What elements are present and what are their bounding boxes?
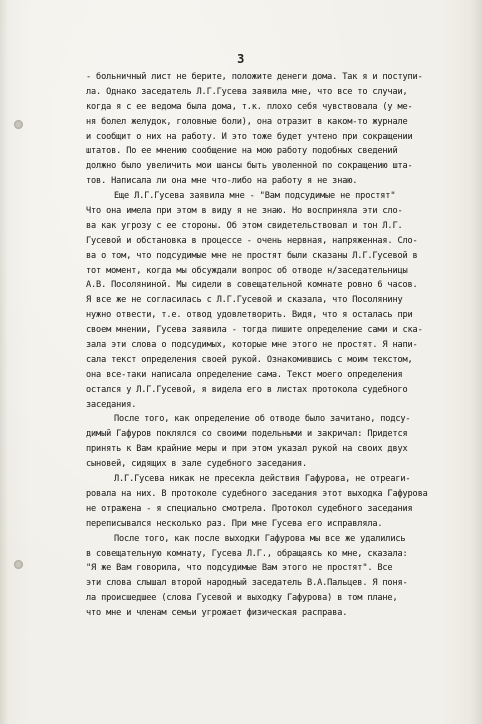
text-line: Еще Л.Г.Гусева заявила мне - "Вам подсудимые не простят": [114, 191, 396, 202]
binder-hole-bottom: [14, 560, 23, 569]
text-line: "Я же Вам говорила, что подсудимые Вам этого не простят". Все: [86, 563, 393, 574]
text-line: Л.Г.Гусева никак не пресекла действия Гафурова, не отреаги-: [114, 474, 411, 485]
text-line: сала текст определения своей рукой. Ознакомившись с моим текстом,: [86, 354, 413, 365]
text-line: тот момент, когда мы обсуждали вопрос об отводе н/заседательницы: [86, 265, 408, 276]
text-line: ва о том, что подсудимые мне не простят были сказаны Л.Г.Гусевой в: [86, 250, 418, 261]
text-line: когда я с ее ведома была дома, т.к. плохо себя чувствовала (у ме-: [86, 101, 413, 112]
text-line: А.В. Посоляниной. Мы сидели в совещательной комнате ровно 6 часов.: [86, 280, 418, 291]
text-line: ровала на них. В протоколе судебного заседания этот выходка Гафурова: [86, 488, 428, 499]
text-line: остался у Л.Г.Гусевой, я видела его в листах протокола судебного: [86, 384, 408, 395]
text-line: ва как угрозу с ее стороны. Об этом свидетельствовал и тон Л.Г.: [86, 220, 403, 231]
text-line: своем мнении, Гусева заявила - тогда пишите определение сами и ска-: [86, 325, 423, 336]
text-line: Я все же не согласилась с Л.Г.Гусевой и сказала, что Посолянину: [86, 295, 403, 306]
text-line: - больничный лист не берите, положите денеги дома. Так я и поступи-: [86, 72, 423, 82]
text-line: После того, как определение об отводе было зачитано, подсу-: [114, 414, 411, 425]
text-line: димый Гафуров поклялся со своими подельными и закричал: Придется: [86, 429, 408, 440]
text-line: сыновей, сидящих в зале судебного заседания.: [86, 459, 308, 470]
text-line: Что она имела при этом в виду я не знаю. Но восприняла эти сло-: [86, 206, 403, 217]
text-line: штатов. По ее мнению сообщение на мою работу подобных сведений: [86, 146, 398, 157]
text-line: тов. Написала ли она мне что-либо на работу я не знаю.: [86, 176, 358, 187]
text-line: в совещательную комнату, Гусева Л.Г., обращаясь ко мне, сказала:: [86, 548, 408, 559]
page-number: 3: [237, 52, 245, 66]
text-line: нужно отвести, т.е. отвод удовлетворить. Видя, что я осталась при: [86, 310, 413, 321]
text-line: ла. Однако заседатель Л.Г.Гусева заявила мне, что все то случаи,: [86, 86, 408, 97]
text-line: ла происшедшее (слова Гусевой и выходку Гафурова) в том плане,: [86, 593, 398, 604]
text-line: и сообщит о них на работу. И это тоже будет учтено при сокращении: [86, 131, 413, 142]
text-line: эти слова слышал второй народный заседатель В.А.Пальцев. Я поня-: [86, 578, 408, 589]
text-line: переписывался несколько раз. При мне Гусева его исправляла.: [86, 518, 383, 529]
text-line: Гусевой и обстановка в процессе - очень нервная, напряженная. Сло-: [86, 235, 418, 246]
text-line: зала эти слова о подсудимых, которые мне этого не простят. Я напи-: [86, 340, 418, 351]
text-line: После того, как после выходки Гафурова мы все же удалились: [114, 533, 406, 544]
text-line: должно было увеличить мои шансы быть уволенной по сокращению шта-: [86, 161, 413, 172]
text-line: принять к Вам крайние меры и при этом указал рукой на своих двух: [86, 444, 408, 455]
text-line: ня болел желудок, головные боли), она отразит в каком-то журнале: [86, 116, 408, 127]
text-line: что мне и членам семьи угрожает физическая расправа.: [86, 608, 348, 619]
text-line: не отражена - я специально смотрела. Протокол судебного заседания: [86, 503, 413, 514]
document-body: [86, 70, 474, 621]
binder-hole-top: [14, 120, 23, 129]
text-line: заседания.: [86, 399, 137, 410]
text-line: она все-таки написала определение сама. Текст моего определения: [86, 369, 403, 380]
